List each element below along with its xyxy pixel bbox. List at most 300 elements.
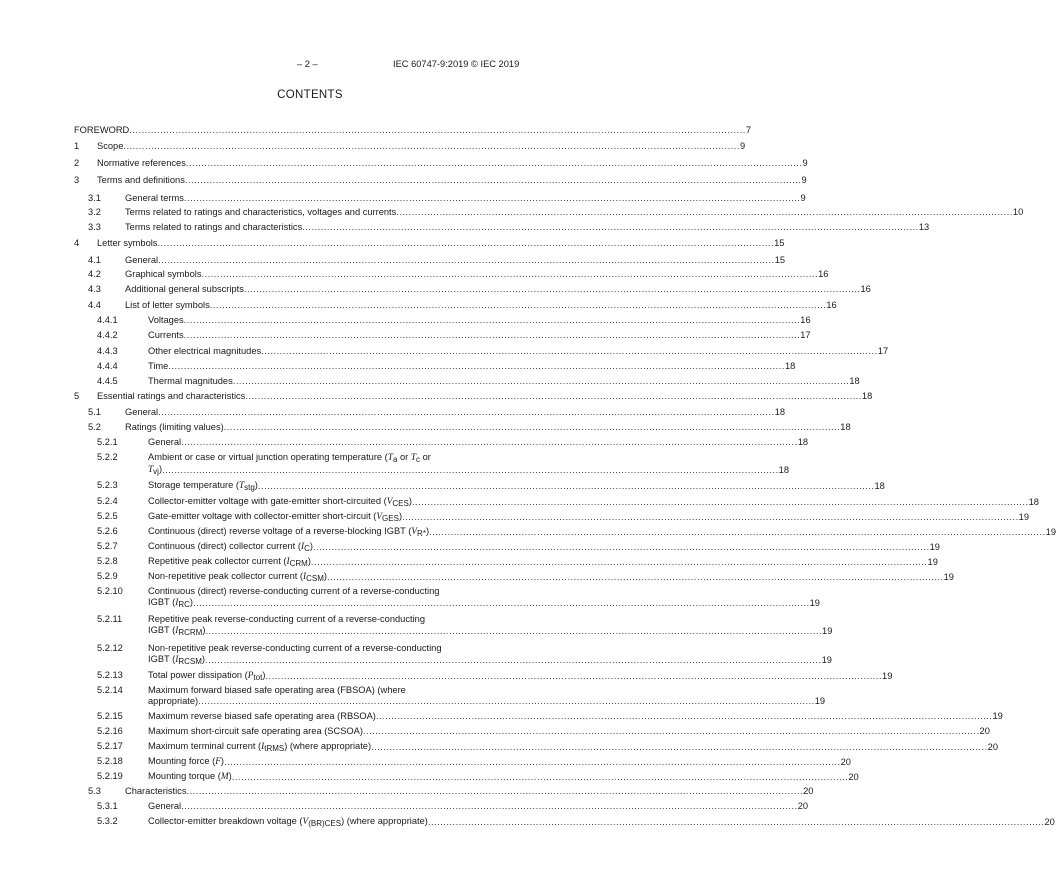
toc-entry-page: 7 [745,125,752,135]
toc-entry-page: 19 [809,598,820,608]
letter-symbol: I [303,572,307,582]
toc-entry-title [97,391,245,402]
toc-entry-body [148,376,860,387]
toc-entry-title: Continuous (direct) reverse-conducting current of a reverse-conducting [148,586,440,596]
toc-entry[interactable] [0,437,809,448]
toc-entry-body [148,556,938,568]
toc-entry-title-text: ) [158,464,163,474]
toc-entry-body [125,193,806,204]
dot-leader: ........................................................................................................................................................................................................ [232,376,850,386]
toc-entry-title-text: ) [307,556,311,566]
toc-entry[interactable] [0,269,829,280]
toc-entry[interactable] [0,816,1055,828]
toc-entry[interactable] [0,511,1030,523]
toc-entry[interactable] [0,670,893,682]
toc-entry-title-line [148,771,859,783]
toc-entry-page: 10 [1012,207,1024,217]
toc-entry-body [125,284,871,295]
toc-entry-number: 5.2 [88,422,101,432]
toc-entry[interactable] [0,452,790,478]
dot-leader: ........................................................................................................................................................................................................ [181,437,798,447]
toc-entry-title [125,207,396,218]
toc-entry-title [148,315,184,326]
letter-symbol: T [387,453,393,463]
toc-entry-page: 15 [774,255,786,265]
toc-entry-body [148,480,885,492]
toc-entry-title-text: ) [189,597,193,607]
toc-entry-number: 5.2.8 [97,556,118,566]
toc-entry-title-text: List of letter symbols [125,300,210,310]
dot-leader: ........................................................................................................................................................................................................ [375,711,993,721]
dot-leader: ........................................................................................................................................................................................................ [183,330,801,340]
toc-entry-title [97,158,186,169]
toc-entry-body [148,437,809,448]
dot-leader: ........................................................................................................................................................................................................ [181,801,798,811]
symbol-subscript: c [416,455,421,464]
toc-entry-body [97,238,785,249]
toc-entry[interactable] [0,407,786,418]
symbol-subscript: (BR)CES [308,819,342,828]
toc-entry-title-line [125,193,806,204]
toc-entry-title-text: ) (where appropriate) [341,816,428,826]
toc-entry[interactable] [0,526,1056,538]
dot-leader: ........................................................................................................................................................................................................ [327,572,944,582]
toc-entry-number: 5.2.19 [97,771,123,781]
toc-entry-page: 19 [1018,512,1030,522]
toc-entry[interactable] [0,614,833,639]
toc-entry[interactable] [0,801,809,812]
toc-entry-number: 5.2.1 [97,437,118,447]
page-number: – 2 – [297,59,318,69]
toc-entry-title-text: Maximum short-circuit safe operating area (SCSOA) [148,726,363,736]
toc-entry-title-text: appropriate) [148,696,199,706]
toc-entry[interactable] [0,193,806,204]
toc-entry-body [148,346,889,357]
toc-entry[interactable] [0,300,837,311]
toc-entry-title [148,771,232,783]
toc-entry-title [97,175,185,186]
toc-entry-body [97,175,807,186]
toc-entry-page: 18 [874,481,885,491]
letter-symbol: I [175,655,179,665]
letter-symbol: T [410,453,417,463]
page-title: CONTENTS [277,89,343,101]
toc-entry-page: 19 [943,572,954,582]
toc-entry-title [148,711,376,722]
toc-entry-title-line [148,361,796,372]
toc-entry-title-line [148,670,893,682]
toc-entry-title-text: Terms and definitions [97,175,185,185]
toc-entry[interactable] [0,786,814,797]
toc-entry-title-text: Continuous (direct) collector current ( [148,541,301,551]
toc-entry-title-text: Collector-emitter breakdown voltage ( [148,816,303,826]
dot-leader: ........................................................................................................................................................................................................ [129,125,746,135]
toc-entry-title-text: General terms [125,193,184,203]
toc-entry[interactable] [0,141,746,152]
toc-entry-title-text: General [125,407,159,417]
toc-entry-title-line [148,496,1039,508]
toc-entry-body [148,741,999,753]
toc-entry[interactable] [0,391,873,402]
toc-entry-title [148,330,184,341]
toc-entry-title-text: Maximum reverse biased safe operating area (RBSOA) [148,711,376,721]
toc-entry-title [125,269,201,280]
letter-symbol: I [175,598,179,608]
toc-entry[interactable] [0,685,826,707]
toc-entry-number: 5.2.9 [97,571,118,581]
toc-entry-body [148,816,1055,828]
toc-entry[interactable] [0,158,808,169]
toc-entry-page: 19 [927,557,938,567]
toc-entry-page: 19 [821,655,832,665]
toc-entry-title-text: ) (where appropriate) [284,741,372,751]
letter-symbol: I [261,742,265,752]
toc-entry[interactable] [0,771,859,782]
toc-entry-number: 5.2.3 [97,480,118,490]
toc-entry-title [125,284,244,295]
toc-entry-page: 20 [987,742,999,752]
toc-entry[interactable] [0,125,752,136]
toc-entry[interactable] [0,571,954,583]
dot-leader: ........................................................................................................................................................................................................ [183,315,801,325]
toc-entry-page: 19 [992,711,1003,721]
toc-entry-title-line [148,711,1003,722]
symbol-subscript: tot [253,673,263,682]
toc-entry-title [148,670,265,682]
dot-leader: ........................................................................................................................................................................................................ [261,346,878,356]
toc-entry-number: 4.4 [88,300,101,310]
letter-symbol: V [376,512,383,522]
toc-entry-title-line [148,330,811,341]
dot-leader: ........................................................................................................................................................................................................ [265,671,883,681]
toc-entry-body [148,670,893,682]
toc-entry-number: 5.2.16 [97,726,123,736]
toc-entry-title-text: Thermal magnitudes [148,376,233,386]
toc-entry-body [125,207,1024,218]
toc-entry-title-text: ) [201,654,205,664]
toc-entry-page: 18 [861,391,873,401]
toc-entry-number: 5.3.2 [97,816,118,826]
symbol-subscript: stg [244,483,255,492]
toc-entry-title-text: Ambient or case or virtual junction operating temperature ( [148,452,388,462]
toc-entry-body [148,511,1030,523]
toc-entry[interactable] [0,346,889,357]
toc-entry-title-line [148,376,860,387]
toc-entry-number: 5.2.11 [97,614,123,624]
toc-entry-title [148,654,205,666]
toc-entry-page: 19 [814,696,826,706]
toc-entry-title-line [148,685,544,696]
toc-entry-title [148,801,181,812]
toc-entry[interactable] [0,330,811,341]
toc-entry-body [125,255,786,266]
toc-entry-page: 13 [918,222,930,232]
toc-entry-title [148,376,233,387]
toc-entry-title-text: IGBT ( [148,654,176,664]
toc-entry-title-line [148,452,544,464]
toc-entry-title-line [148,726,990,737]
toc-entry-body [148,614,833,637]
toc-entry-page: 18 [1028,497,1039,507]
toc-entry-title-text: Characteristics [125,786,187,796]
toc-entry-title-text: Ratings (limiting values) [125,422,224,432]
toc-entry-title-text: ) [262,670,266,680]
toc-entry-body [125,222,930,233]
toc-entry-page: 19 [1045,527,1056,537]
toc-entry-title [148,816,428,828]
toc-entry-title-text: Currents [148,330,184,340]
toc-entry-title [125,193,184,204]
toc-entry-number: 3.3 [88,222,101,232]
dot-leader: ........................................................................................................................................................................................................ [123,141,740,151]
toc-entry[interactable] [0,756,851,767]
toc-entry-title-line [125,300,837,311]
toc-entry[interactable] [0,222,930,233]
symbol-subscript: tRMS [264,744,285,753]
toc-entry-title-text: Terms related to ratings and characteristics [125,222,303,232]
toc-entry-title [125,407,158,418]
toc-entry-number: 5.2.5 [97,511,118,521]
toc-entry-number: 4.1 [88,255,101,265]
toc-entry-body [125,300,837,311]
toc-entry[interactable] [0,586,820,611]
toc-entry-number: 5.2.10 [97,586,123,596]
toc-entry-number: 4.2 [88,269,101,279]
toc-entry-page: 18 [784,361,796,371]
dot-leader: ........................................................................................................................................................................................................ [184,175,802,185]
toc-entry-title-line [97,141,746,152]
symbol-subscript: a [392,455,398,464]
toc-entry-title-text: Storage temperature ( [148,480,239,490]
toc-entry-number: 1 [74,141,80,151]
toc-entry-title [148,571,327,583]
toc-entry-page: 18 [849,376,860,386]
toc-entry-number: 5.2.15 [97,711,123,721]
toc-entry-body [148,571,954,583]
toc-entry-title-line [97,391,873,402]
dot-leader: ........................................................................................................................................................................................................ [162,465,779,475]
toc-entry-page: 17 [877,346,889,356]
toc-entry-number: 5.2.7 [97,541,118,551]
dot-leader: ........................................................................................................................................................................................................ [185,158,803,168]
toc-entry-title-line [148,625,833,637]
toc-entry-title-text: Graphical symbols [125,269,202,279]
toc-entry-title-text: Total power dissipation ( [148,670,248,680]
toc-entry-title [148,625,205,637]
symbol-subscript: C [304,544,310,553]
toc-entry-title-line [148,541,940,553]
toc-entry-title [125,422,224,433]
toc-entry-body [97,158,808,169]
toc-entry-body [148,526,1056,538]
letter-symbol: P [247,671,254,681]
toc-entry-body [125,422,851,433]
dot-leader: ........................................................................................................................................................................................................ [312,542,930,552]
dot-leader: ........................................................................................................................................................................................................ [209,300,827,310]
toc-entry-title [148,346,261,357]
dot-leader: ........................................................................................................................................................................................................ [231,772,849,782]
toc-entry-title-line [148,586,544,597]
toc-entry-body [148,496,1039,508]
toc-entry-number: 5.2.17 [97,741,123,751]
toc-entry[interactable] [0,315,811,326]
toc-entry-title-text: Collector-emitter voltage with gate-emitter short-circuited ( [148,496,387,506]
toc-entry-title-text: Letter symbols [97,238,158,248]
symbol-subscript: RCSM [178,657,202,666]
toc-entry-title-line [97,175,807,186]
toc-entry-title [148,526,429,538]
toc-entry-body [97,391,873,402]
toc-entry-title-text: ) [425,526,430,536]
toc-entry-number: 3 [74,175,80,185]
toc-entry-title-text: ) [228,771,232,781]
toc-entry[interactable] [0,711,1003,722]
toc-entry-page: 19 [822,626,833,636]
toc-entry[interactable] [0,422,851,433]
toc-entry-title [148,726,363,737]
toc-entry-page: 20 [840,757,851,767]
toc-entry[interactable] [0,255,786,266]
toc-entry-number: 5 [74,391,80,401]
toc-entry-title-text: General [148,437,182,447]
toc-entry[interactable] [0,284,871,295]
toc-entry[interactable] [0,496,1039,508]
dot-leader: ........................................................................................................................................................................................................ [201,269,819,279]
toc-entry-page: 18 [774,407,786,417]
dot-leader: ........................................................................................................................................................................................................ [310,557,928,567]
toc-entry-body [148,315,811,326]
toc-entry-page: 17 [800,330,811,340]
toc-entry-number: 4.4.2 [97,330,118,340]
letter-symbol: V [386,497,393,507]
symbol-subscript: RC [178,600,190,609]
toc-entry-title [148,696,198,707]
letter-symbol: M [220,772,229,782]
toc-entry[interactable] [0,741,999,753]
toc-entry-title-line [148,654,832,666]
toc-entry-title [148,597,193,609]
dot-leader: ........................................................................................................................................................................................................ [158,255,775,265]
toc-entry-body [148,756,851,768]
dot-leader: ........................................................................................................................................................................................................ [302,222,919,232]
toc-entry[interactable] [0,376,860,387]
toc-entry-title-line [148,437,809,448]
toc-entry-title [97,238,157,249]
dot-leader: ........................................................................................................................................................................................................ [427,817,1045,827]
toc-entry[interactable] [0,238,785,249]
toc-entry-title-text: Terms related to ratings and characteristics, voltages and currents [125,207,397,217]
toc-entry-title [97,141,123,152]
toc-entry-number: 5.1 [88,407,101,417]
toc-entry-page: 9 [802,158,808,168]
toc-entry-title [125,786,186,797]
dot-leader: ........................................................................................................................................................................................................ [402,512,1019,522]
toc-entry-number: 4.4.4 [97,361,118,371]
toc-entry-title [125,300,210,311]
toc-entry-title-line [97,158,808,169]
toc-entry-title [125,255,158,266]
dot-leader: ........................................................................................................................................................................................................ [245,391,862,401]
letter-symbol: V [302,817,309,827]
dot-leader: ........................................................................................................................................................................................................ [396,207,1013,217]
toc-entry-number: 5.2.13 [97,670,123,680]
toc-entry-title-line [148,464,790,476]
toc-entry[interactable] [0,207,1024,218]
letter-symbol: I [286,557,290,567]
dot-leader: ........................................................................................................................................................................................................ [223,422,841,432]
toc-entry-title-text: ) [309,541,313,551]
toc-entry-title-text: Mounting torque ( [148,771,221,781]
letter-symbol: V [411,527,418,537]
toc-entry-title-line [97,238,785,249]
toc-entry-body [97,141,746,152]
toc-entry-title-text: Continuous (direct) reverse voltage of a reverse-blocking IGBT ( [148,526,412,536]
toc-entry-number: 5.2.18 [97,756,123,766]
toc-entry[interactable] [0,480,885,492]
toc-entry-title-line [148,741,999,753]
toc-entry[interactable] [0,726,990,737]
toc-entry-title-line [148,571,954,583]
toc-entry-title-text: Non-repetitive peak collector current ( [148,571,304,581]
toc-entry-body [148,771,859,783]
toc-entry-title-line [148,597,820,609]
toc-entry-title-text: Normative references [97,158,186,168]
toc-entry-number: 5.2.6 [97,526,118,536]
dot-leader: ........................................................................................................................................................................................................ [257,481,875,491]
toc-entry-title [148,511,402,523]
toc-entry-title-text: IGBT ( [148,597,176,607]
toc-entry-title [148,756,224,768]
toc-entry-title-text: Voltages [148,315,184,325]
toc-entry-title-text: Mounting force ( [148,756,216,766]
toc-entry-title-text: ) [323,571,328,581]
dot-leader: ........................................................................................................................................................................................................ [205,626,823,636]
toc-entry[interactable] [0,175,807,186]
toc-entry[interactable] [0,643,832,668]
toc-entry-title-text: Additional general subscripts [125,284,244,294]
symbol-subscript: CRM [289,559,308,568]
toc-entry-title [148,556,311,568]
toc-entry-page: 20 [1044,817,1055,827]
toc-entry-title-line [148,643,544,654]
toc-entry[interactable] [0,556,938,568]
toc-entry-number: 5.3 [88,786,101,796]
letter-symbol: T [238,481,245,491]
dot-leader: ........................................................................................................................................................................................................ [198,696,815,706]
toc-entry[interactable] [0,541,940,553]
dot-leader: ........................................................................................................................................................................................................ [183,193,801,203]
toc-entry-title-text: General [125,255,159,265]
dot-leader: ........................................................................................................................................................................................................ [223,757,841,767]
toc-entry[interactable] [0,361,796,372]
toc-entry-title-text: ) [202,625,206,635]
symbol-subscript: R* [417,529,426,538]
toc-entry-title-line [148,511,1030,523]
toc-entry-title-line [74,125,752,136]
toc-entry-title-line [148,315,811,326]
toc-entry-body [148,361,796,372]
toc-entry-page: 16 [800,315,811,325]
toc-entry-page: 18 [840,422,851,432]
toc-entry-title-text: ) [398,511,403,521]
toc-entry-title-text: ) [220,756,224,766]
toc-entry-title-line [148,556,938,568]
toc-entry-title [125,222,302,233]
toc-entry-page: 20 [848,772,859,782]
letter-symbol: F [215,757,221,767]
dot-leader: ........................................................................................................................................................................................................ [205,655,822,665]
toc-entry-page: 19 [929,542,940,552]
